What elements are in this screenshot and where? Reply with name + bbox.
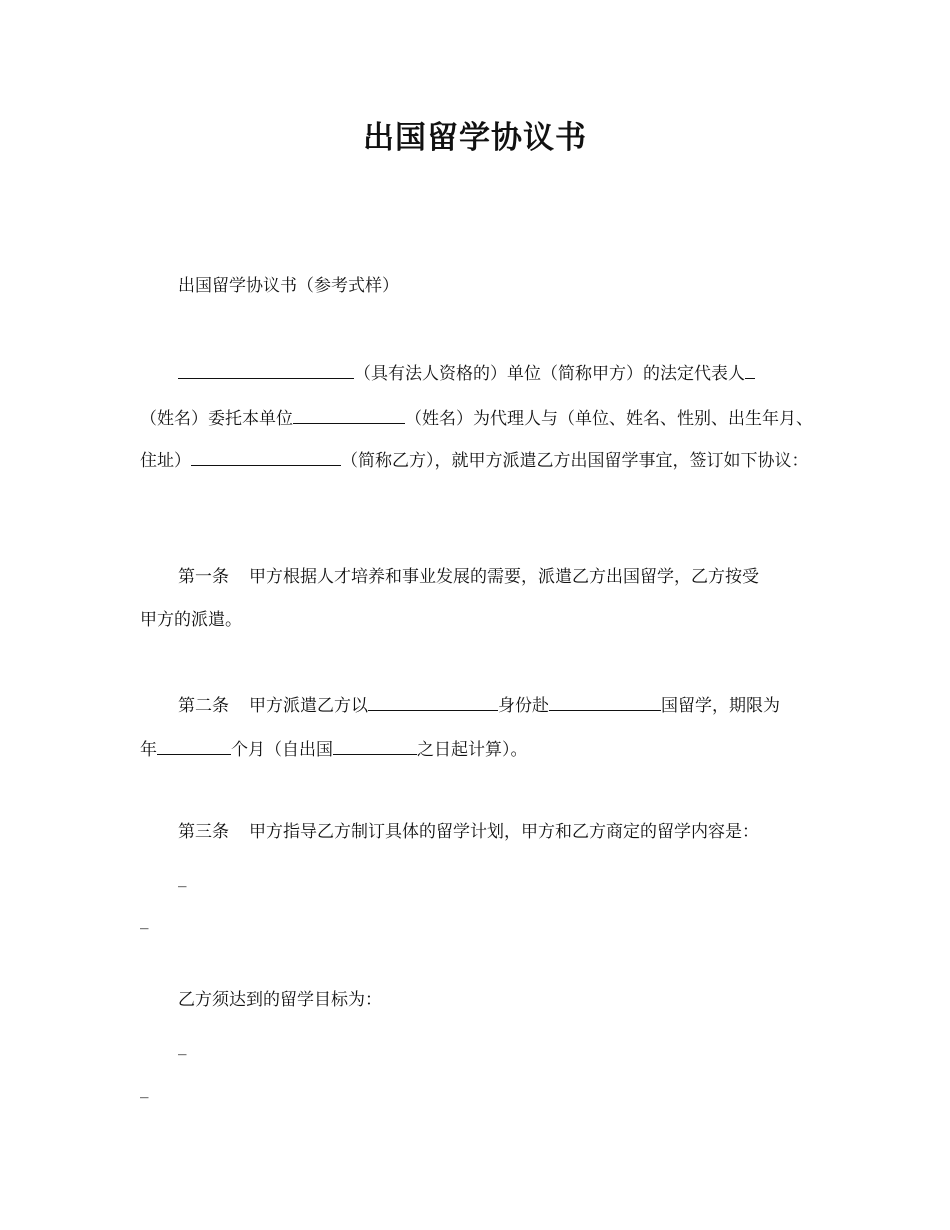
preamble-line-2 (140, 405, 820, 431)
article-2-text-f: 之日起计算）。 (417, 740, 528, 760)
preamble-line-2-b: （姓名）为代理人与（单位、姓名、性别、出生年月、 (405, 409, 813, 429)
article-3-label: 第三条 (178, 822, 229, 842)
blank-study-goal-1[interactable]: _ (178, 1036, 187, 1056)
document-title: 出国留学协议书 (363, 120, 587, 156)
article-2-text-e: 个月（自出国 (231, 740, 333, 760)
article-2-line-2 (140, 736, 820, 762)
blank-study-goal-2[interactable]: _ (140, 1079, 149, 1099)
blank-study-content-2[interactable]: _ (140, 910, 149, 930)
article-2-text-d: 年 (140, 740, 157, 760)
article-2-text-c: 国留学，期限为 (661, 696, 780, 716)
blank-country[interactable] (549, 692, 661, 711)
article-3-line-1 (178, 820, 858, 844)
blank-status[interactable] (368, 692, 498, 711)
preamble-line-2-a: （姓名）委托本单位 (140, 409, 293, 429)
preamble-line-3-a: 住址） (140, 451, 191, 471)
article-1-label: 第一条 (178, 567, 229, 587)
preamble-line-1-text: （具有法人资格的）单位（简称甲方）的法定代表人 (354, 364, 745, 384)
article-2-line-1 (178, 692, 858, 718)
blank-agent-name[interactable] (293, 405, 405, 424)
article-2-text-a: 甲方派遣乙方以 (249, 696, 368, 716)
article-3-text: 甲方指导乙方制订具体的留学计划，甲方和乙方商定的留学内容是： (249, 822, 759, 842)
article-2-label: 第二条 (178, 696, 229, 716)
blank-representative[interactable] (745, 360, 755, 379)
article-2-text-b: 身份赴 (498, 696, 549, 716)
preamble-line-3-b: （简称乙方），就甲方派遣乙方出国留学事宜，签订如下协议： (341, 451, 809, 471)
blank-months[interactable] (157, 736, 231, 755)
blank-unit-name[interactable] (178, 360, 354, 379)
blank-departure-date[interactable] (333, 736, 417, 755)
article-1-line-2: 甲方的派遣。 (140, 610, 242, 630)
preamble-line-3 (140, 447, 820, 473)
article-1-text: 甲方根据人才培养和事业发展的需要，派遣乙方出国留学，乙方按受 (249, 567, 759, 587)
study-goal-line: 乙方须达到的留学目标为： (178, 990, 382, 1010)
document-subtitle: 出国留学协议书（参考式样） (178, 276, 399, 296)
preamble-line-1 (178, 360, 858, 386)
blank-study-content-1[interactable]: _ (178, 868, 187, 888)
article-1-line-1 (178, 565, 858, 589)
blank-address[interactable] (191, 447, 341, 466)
